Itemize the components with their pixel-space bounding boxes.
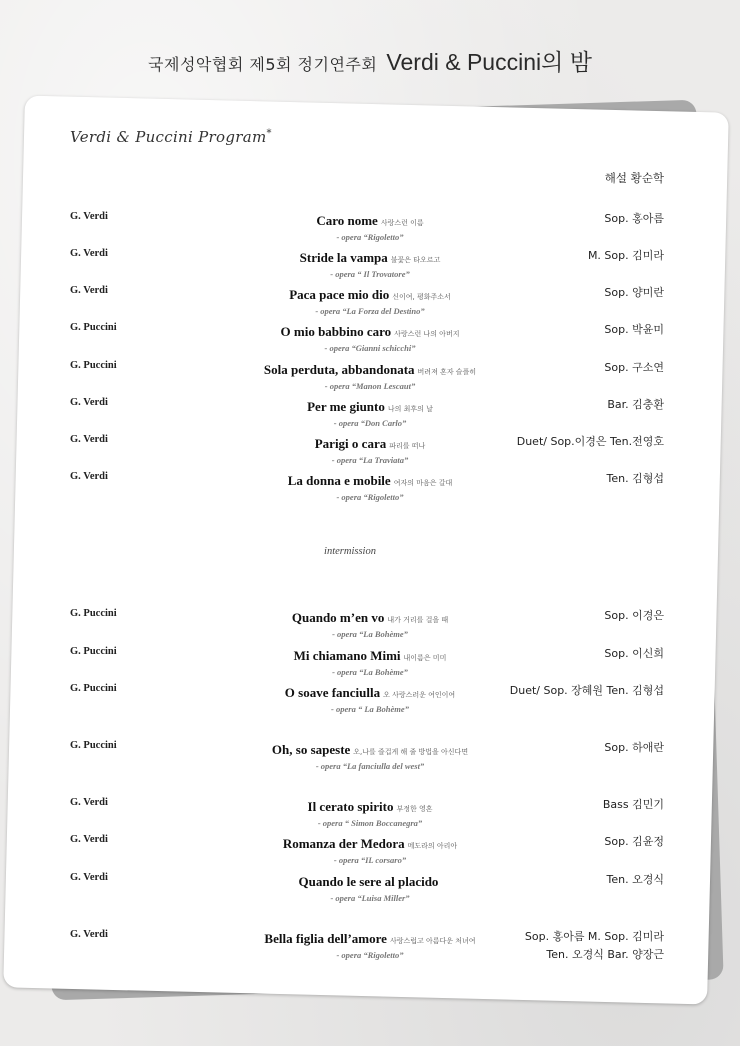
aria-korean: 불꽃은 타오르고 <box>390 256 441 264</box>
performer: Bass 김민기 <box>602 798 664 811</box>
aria-korean: 버려져 혼자 슬플히 <box>417 368 477 376</box>
performer: Sop. 구소연 <box>604 361 664 374</box>
performer: Duet/ Sop.이경은 Ten.전영호 <box>516 435 664 448</box>
aria-korean: 내이름은 미미 <box>403 654 447 662</box>
aria-title: Caro nome <box>316 213 378 228</box>
aria-korean: 부정한 영혼 <box>396 805 433 813</box>
opera-name: - opera “ Simon Boccanegra” <box>317 818 423 828</box>
performer: Sop. 김윤정 <box>604 835 664 848</box>
performer: M. Sop. 김미라 <box>587 249 664 262</box>
composer: G. Verdi <box>70 397 108 408</box>
aria-title: Quando le sere al placido <box>298 874 439 889</box>
performer-line: Ten. 오경식 Bar. 양장근 <box>546 948 664 961</box>
performer: Ten. 김형섭 <box>606 472 664 485</box>
aria-title: Per me giunto <box>307 399 385 414</box>
composer: G. Puccini <box>70 683 117 694</box>
composer: G. Verdi <box>70 834 108 845</box>
aria-korean: 오 사랑스러운 여인이여 <box>383 691 456 699</box>
aria-korean: 오,나를 즐겁게 해 줄 방법을 아신다면 <box>353 748 469 756</box>
aria-title: O mio babbino caro <box>280 324 392 339</box>
performer: Sop. 박윤미 <box>604 323 664 336</box>
performer: Bar. 김충환 <box>607 398 664 411</box>
concert-subtitle: 국제성악협회 제5회 정기연주회 <box>148 55 378 74</box>
program-heading-mark: * <box>266 128 272 139</box>
opera-name: - opera “La fanciulla del west” <box>315 761 425 771</box>
opera-name: - opera “IL corsaro” <box>333 855 407 865</box>
aria-korean: 나의 최후의 날 <box>387 405 433 413</box>
aria-title: Romanza der Medora <box>282 836 405 851</box>
aria-title: Stride la vampa <box>299 250 388 265</box>
opera-name: - opera “Rigoletto” <box>336 492 404 502</box>
aria-title: Quando m’en vo <box>291 610 385 625</box>
aria-title: La donna e mobile <box>287 473 391 488</box>
aria-korean: 메도라의 아리아 <box>407 842 458 850</box>
performer: Ten. 오경식 <box>606 873 664 886</box>
opera-name: - opera “Luisa Miller” <box>330 893 410 903</box>
performer-line: Sop. 홍아름 M. Sop. 김미라 <box>524 930 664 943</box>
opera-name: - opera “La Bohème” <box>332 629 408 639</box>
aria-title: Il cerato spirito <box>307 799 394 814</box>
intermission-label: intermission <box>324 546 376 557</box>
commentary-credit: 해설 황순학 <box>604 171 664 185</box>
opera-name: - opera “Rigoletto” <box>336 950 404 960</box>
composer: G. Verdi <box>70 434 108 445</box>
composer: G. Puccini <box>70 646 117 657</box>
opera-name: - opera “Manon Lescaut” <box>324 381 416 391</box>
opera-name: - opera “La Bohème” <box>332 667 408 677</box>
composer: G. Puccini <box>70 740 117 751</box>
performer <box>480 928 664 962</box>
composer: G. Puccini <box>70 360 117 371</box>
aria-korean: 사랑스럽고 아름다운 처녀여 <box>389 937 476 945</box>
aria-korean: 내가 거리를 걸을 때 <box>387 616 449 624</box>
performer: Sop. 홍아름 <box>604 212 664 225</box>
aria-title: Mi chiamano Mimi <box>293 648 401 663</box>
opera-name: - opera “Gianni schicchi” <box>324 343 416 353</box>
aria-title: Parigi o cara <box>314 436 387 451</box>
composer: G. Verdi <box>70 929 108 940</box>
opera-name: - opera “ La Bohème” <box>331 704 409 714</box>
aria-title: Paca pace mio dio <box>289 287 390 302</box>
program-heading-text: Verdi & Puccini Program <box>70 128 267 146</box>
opera-name: - opera “ Il Trovatore” <box>330 269 410 279</box>
composer: G. Verdi <box>70 872 108 883</box>
composer: G. Verdi <box>70 471 108 482</box>
opera-name: - opera “Rigoletto” <box>336 232 404 242</box>
composer: G. Verdi <box>70 797 108 808</box>
opera-name: - opera “Don Carlo” <box>333 418 407 428</box>
composer: G. Verdi <box>70 211 108 222</box>
opera-name: - opera “La Forza del Destino” <box>315 306 425 316</box>
performer: Sop. 이경은 <box>604 609 664 622</box>
performer: Sop. 하애란 <box>604 741 664 754</box>
performer: Sop. 양미란 <box>604 286 664 299</box>
aria-korean: 여자의 마음은 갈대 <box>393 479 453 487</box>
aria-title: Sola perduta, abbandonata <box>263 362 415 377</box>
performer: Sop. 이신희 <box>604 647 664 660</box>
composer: G. Verdi <box>70 248 108 259</box>
program-heading <box>70 128 272 146</box>
aria-title: Oh, so sapeste <box>271 742 351 757</box>
aria-korean: 신이여, 평화주소서 <box>392 293 451 301</box>
aria-title: Bella figlia dell’amore <box>264 931 387 946</box>
aria-title: O soave fanciulla <box>284 685 381 700</box>
aria-korean: 파리를 떠나 <box>389 442 426 450</box>
composer: G. Puccini <box>70 322 117 333</box>
concert-title: Verdi & Puccini의 밤 <box>386 49 592 75</box>
composer: G. Verdi <box>70 285 108 296</box>
performer: Duet/ Sop. 장혜원 Ten. 김형섭 <box>509 684 664 697</box>
opera-name: - opera “La Traviata” <box>331 455 409 465</box>
composer: G. Puccini <box>70 608 117 619</box>
aria-korean: 사랑스런 나의 아버지 <box>394 330 460 338</box>
aria-korean: 사랑스런 이름 <box>380 219 424 227</box>
